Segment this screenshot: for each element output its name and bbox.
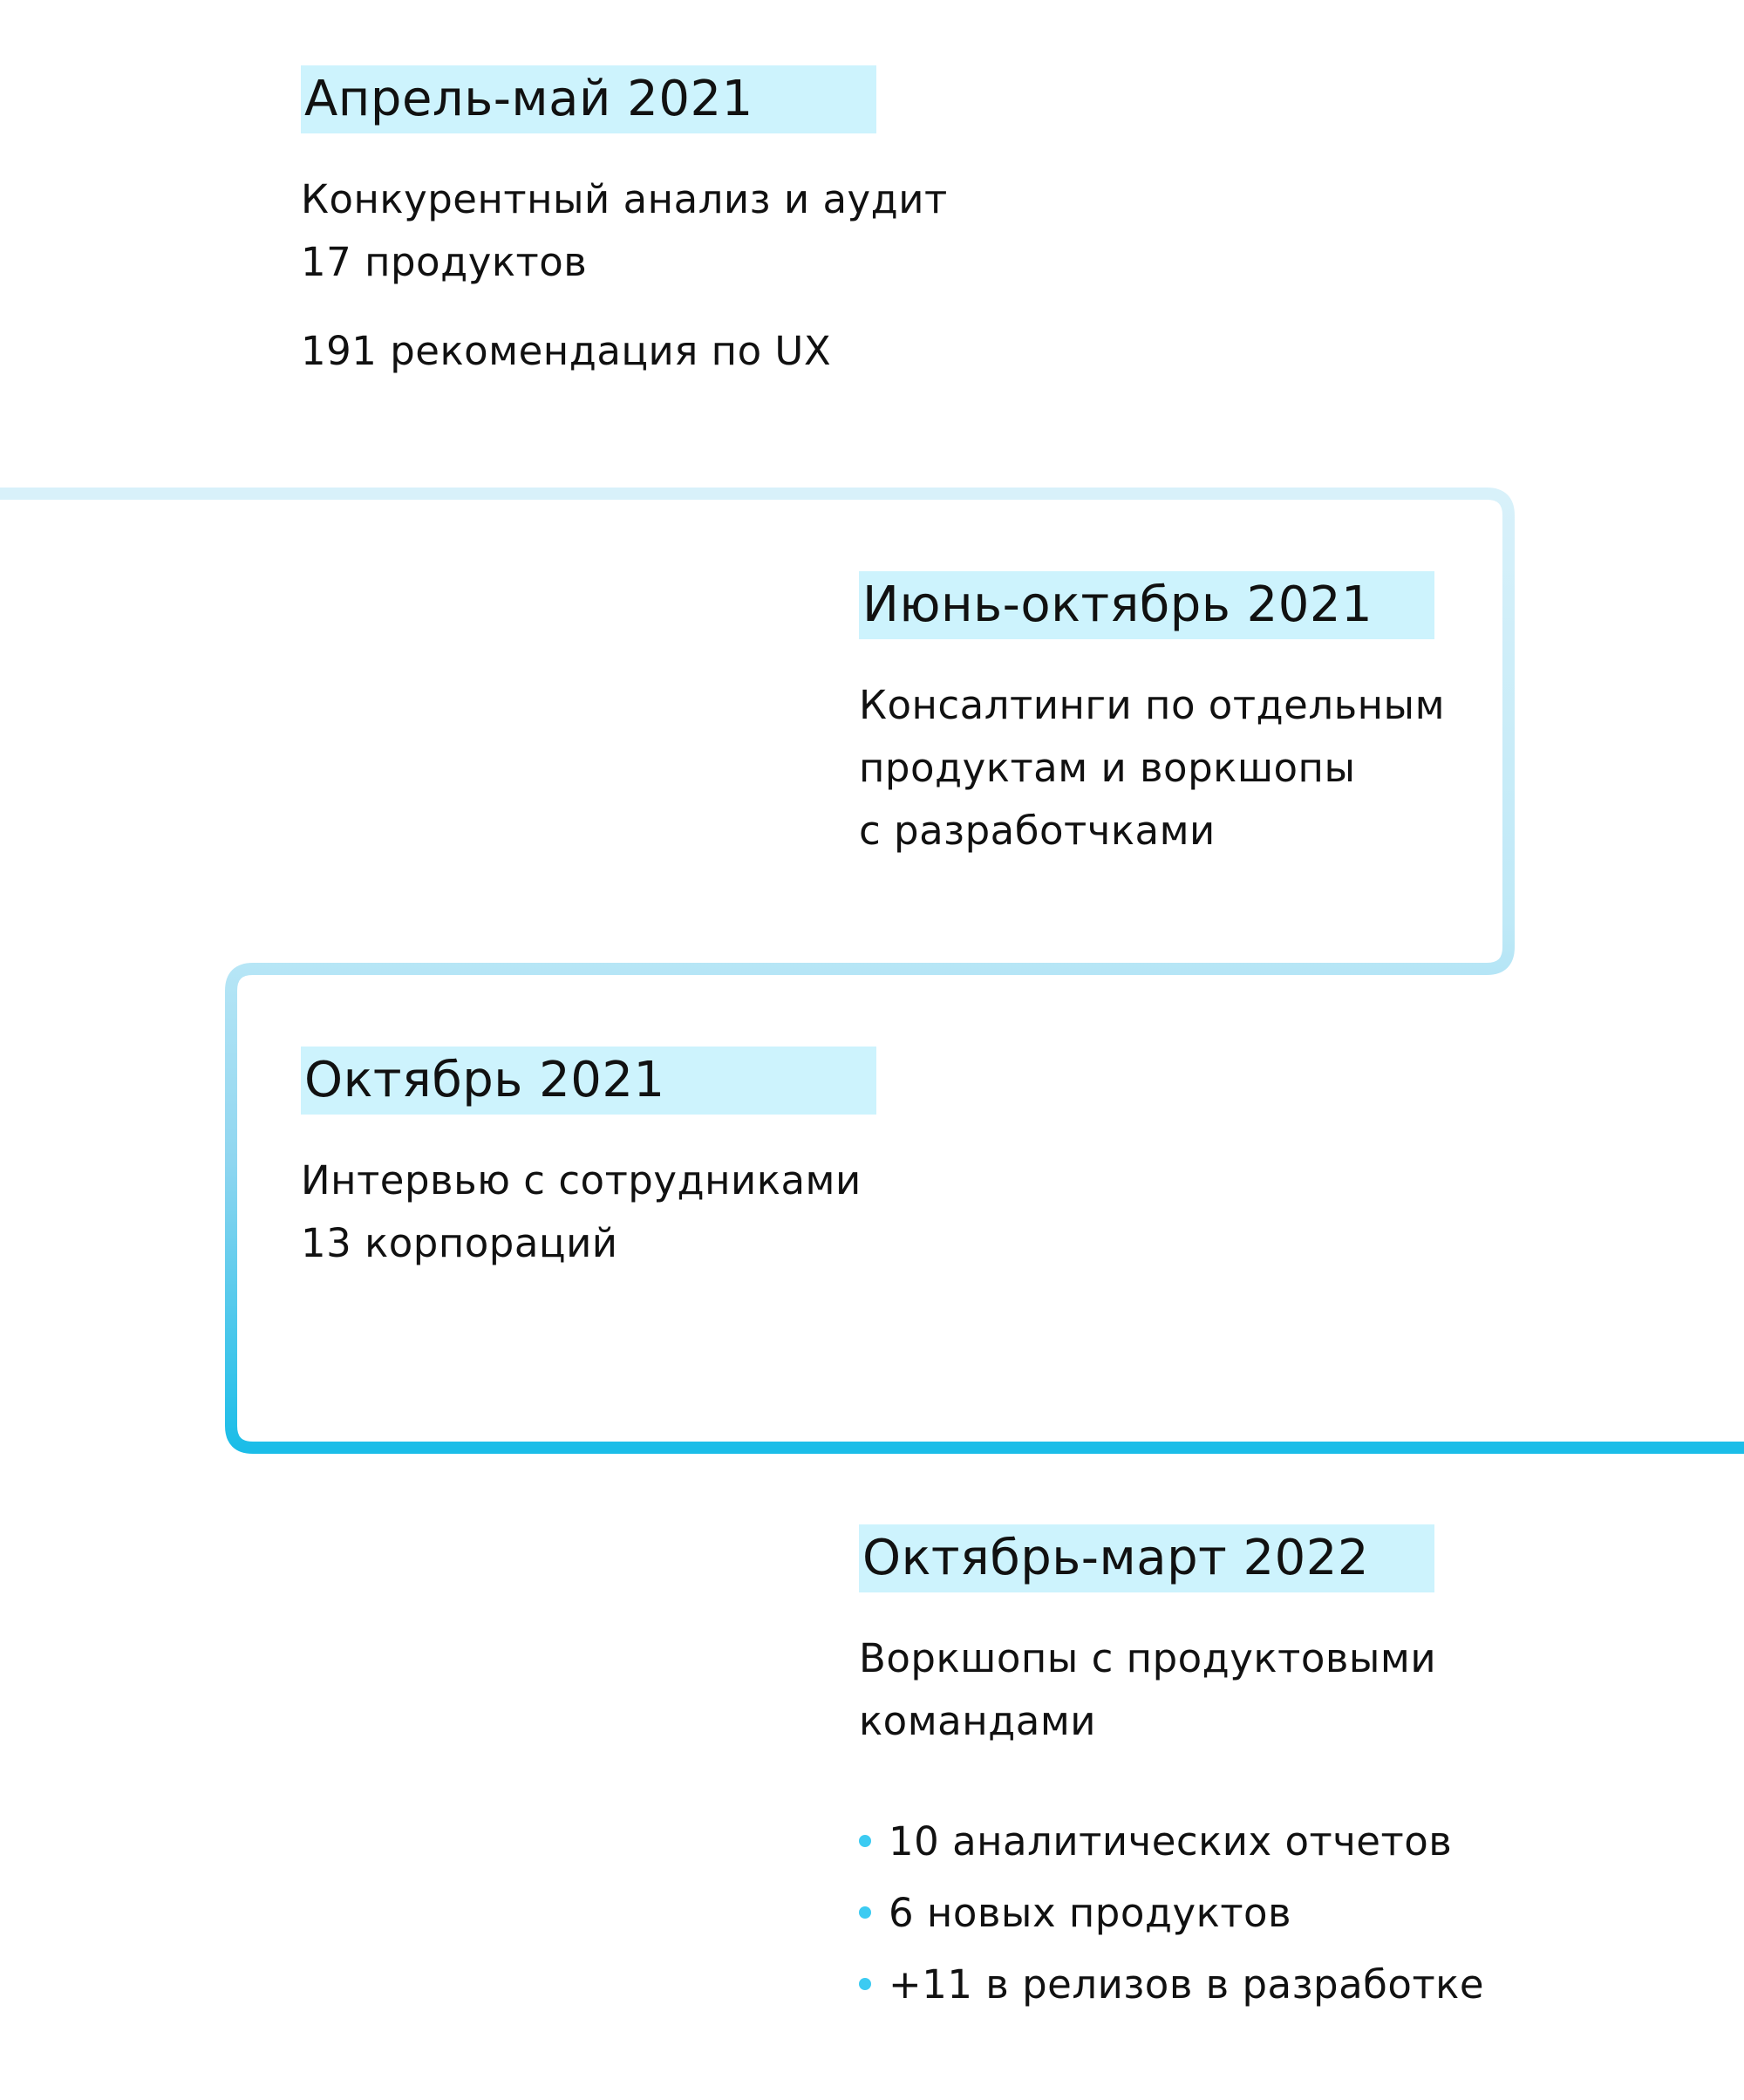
description-line: 17 продуктов (301, 239, 588, 285)
results-list (859, 1805, 1557, 2020)
bullet-dot-icon (859, 1835, 871, 1847)
bullet-dot-icon (859, 1906, 871, 1919)
timeline-stage-october-march-2022 (859, 1524, 1557, 2020)
description-line: Интервью с сотрудниками (301, 1157, 862, 1203)
description-line: 13 корпораций (301, 1220, 618, 1266)
description-line: Воркшопы с продуктовыми (859, 1635, 1437, 1681)
timeline-stage-october-2021 (301, 1047, 911, 1275)
description-line: Конкурентный анализ и аудит (301, 176, 948, 222)
description-line: продуктам и воркшопы (859, 745, 1356, 791)
list-item (859, 1948, 1557, 2020)
list-item-text: 6 новых продуктов (889, 1889, 1292, 1936)
list-item-text: 10 аналитических отчетов (889, 1817, 1453, 1865)
description-line: Консалтинги по отдельным (859, 682, 1446, 728)
stage-description (301, 1149, 911, 1275)
stage-title: Апрель-май 2021 (301, 65, 876, 133)
stage-ux-recommendations: 191 рекомендация по UX (301, 328, 832, 374)
stage-title: Октябрь 2021 (301, 1047, 876, 1115)
stage-description (301, 168, 948, 294)
description-line: командами (859, 1698, 1097, 1744)
list-item (859, 1805, 1557, 1877)
timeline-stage-june-october-2021 (859, 571, 1557, 862)
stage-description (859, 1627, 1557, 1753)
list-item-text: +11 в релизов в разработке (889, 1960, 1485, 2008)
timeline-stage-april-may-2021 (301, 65, 948, 383)
stage-description (859, 674, 1557, 862)
list-item (859, 1877, 1557, 1948)
stage-title: Октябрь-март 2022 (859, 1524, 1434, 1592)
bullet-dot-icon (859, 1978, 871, 1990)
description-line: с разработчками (859, 808, 1216, 854)
stage-title: Июнь-октябрь 2021 (859, 571, 1434, 639)
